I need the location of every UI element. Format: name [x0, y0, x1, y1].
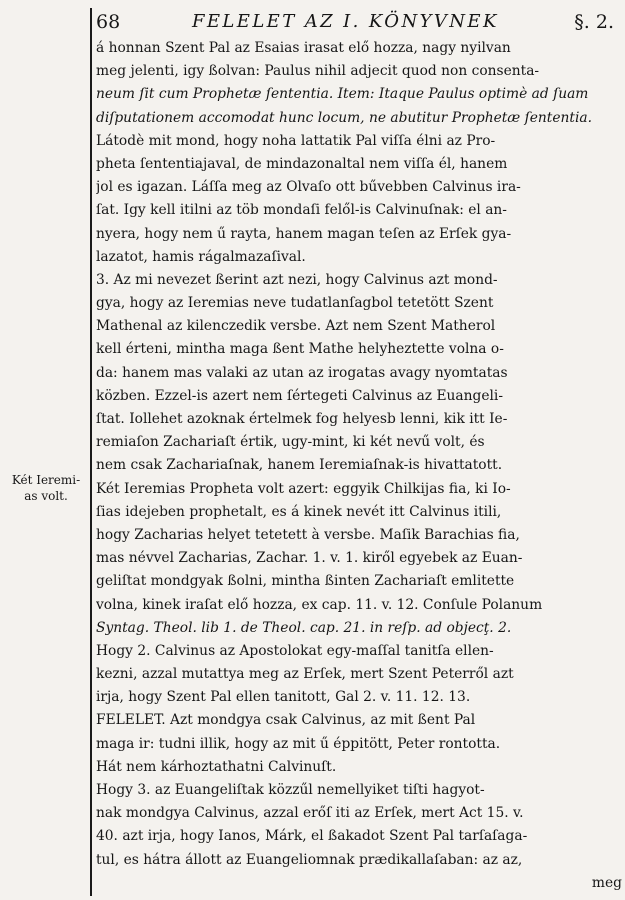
text-line: maga ir: tudni illik, hogy az mit ű éppitött, Peter rontotta.: [96, 735, 501, 752]
running-title: FELELET AZ I. KÖNYVNEK: [192, 11, 499, 32]
page-number: 68: [96, 11, 121, 33]
text-line: közben. Ezzel-is azert nem ſértegeti Calvinus az Euangeli-: [96, 387, 504, 404]
text-line: geliſtat mondgyak ßolni, mintha ßinten Zachariaſt emlitette: [96, 573, 515, 590]
text-line: Hogy 2. Calvinus az Apostolokat egy-maſſal tanitſa ellen-: [96, 642, 494, 659]
text-line: á honnan Szent Pal az Esaias irasat elő hozza, nagy nyilvan: [96, 40, 511, 56]
margin-rule: [90, 8, 92, 896]
running-header: [96, 10, 618, 36]
text-line: volna, kinek iraſat elő hozza, ex cap. 11. v. 12. Conſule Polanum: [96, 596, 543, 613]
text-line: ſat. Igy kell itilni az töb mondaſi felől-is Calvinuſnak: el an-: [96, 202, 507, 219]
text-line: mas névvel Zacharias, Zachar. 1. v. 1. kiről egyebek az Euan-: [96, 550, 523, 567]
text-line: diſputationem accomodat hunc locum, ne abutitur Prophetæ ſententia.: [96, 109, 592, 126]
text-line: 3. Az mi nevezet ßerint azt nezi, hogy Calvinus azt mond-: [96, 271, 498, 288]
section-number: §. 2.: [574, 11, 614, 33]
text-line: irja, hogy Szent Pal ellen tanitott, Gal 2. v. 11. 12. 13.: [96, 689, 471, 706]
text-line: hogy Zacharias helyet tetetett à versbe. Maſik Barachias fia,: [96, 526, 520, 543]
text-line: kezni, azzal mutattya meg az Erſek, mert Szent Peterről azt: [96, 666, 514, 683]
text-line: jol es igazan. Láſſa meg az Olvaſo ott bűvebben Calvinus ira-: [96, 179, 521, 196]
text-line: Két Ieremias Propheta volt azert: eggyik Chilkijas fia, ki Io-: [96, 480, 511, 497]
text-line: Látodè mit mond, hogy noha lattatik Pal viſſa élni az Pro-: [96, 132, 496, 149]
text-line: lazatot, hamis rágalmazaſival.: [96, 248, 306, 265]
text-line: ſias idejeben prophetalt, es á kinek nevét itt Calvinus itili,: [96, 503, 502, 520]
text-line: Mathenal az kilenczedik versbe. Azt nem Szent Matherol: [96, 318, 496, 335]
text-line: nyera, hogy nem ű rayta, hanem magan teſen az Erſek gya-: [96, 225, 512, 242]
text-line: gya, hogy az Ieremias neve tudatlanſagbol tetetött Szent: [96, 295, 494, 312]
body-text: [96, 37, 622, 895]
text-line: remiaſon Zachariaſt értik, ugy-mint, ki két nevű volt, és: [96, 434, 485, 451]
text-line: Syntag. Theol. lib 1. de Theol. cap. 21. in reſp. ad objecţ. 2.: [96, 619, 512, 636]
text-line: neum ſit cum Prophetæ ſententia. Item: Itaque Paulus optimè ad ſuam: [96, 86, 589, 103]
text-line: ſtat. Iollehet azoknak értelmek fog helyesb lenni, kik itt Ie-: [96, 411, 508, 427]
text-line: pheta ſententiajaval, de mindazonaltal nem viſſa él, hanem: [96, 155, 508, 172]
text-line: meg jelenti, igy ßolvan: Paulus nihil adjecit quod non consenta-: [96, 63, 540, 80]
margin-note: Két Ieremi-as volt.: [11, 473, 81, 503]
text-line: tul, es hátra állott az Euangeliomnak prædikallaſaban: az az,: [96, 851, 523, 868]
text-line: 40. azt irja, hogy Ianos, Márk, el ßakadot Szent Pal tarſaſaga-: [96, 828, 528, 845]
text-line: Hát nem kárhoztathatni Calvinuſt.: [96, 758, 337, 775]
text-line: Hogy 3. az Euangeliſtak közzűl nemellyiket tiſti hagyot-: [96, 782, 485, 798]
text-line: kell érteni, mintha maga ßent Mathe helyheztette volna o-: [96, 341, 504, 358]
text-line: nem csak Zachariaſnak, hanem Ieremiaſnak-is hivattatott.: [96, 457, 503, 474]
text-line: nak mondgya Calvinus, azzal erőſ iti az Erſek, mert Act 15. v.: [96, 805, 524, 822]
catchword: meg: [591, 874, 622, 891]
text-line: da: hanem mas valaki az utan az irogatas avagy nyomtatas: [96, 364, 508, 381]
text-line: FELELET. Azt mondgya csak Calvinus, az mit ßent Pal: [96, 712, 476, 729]
